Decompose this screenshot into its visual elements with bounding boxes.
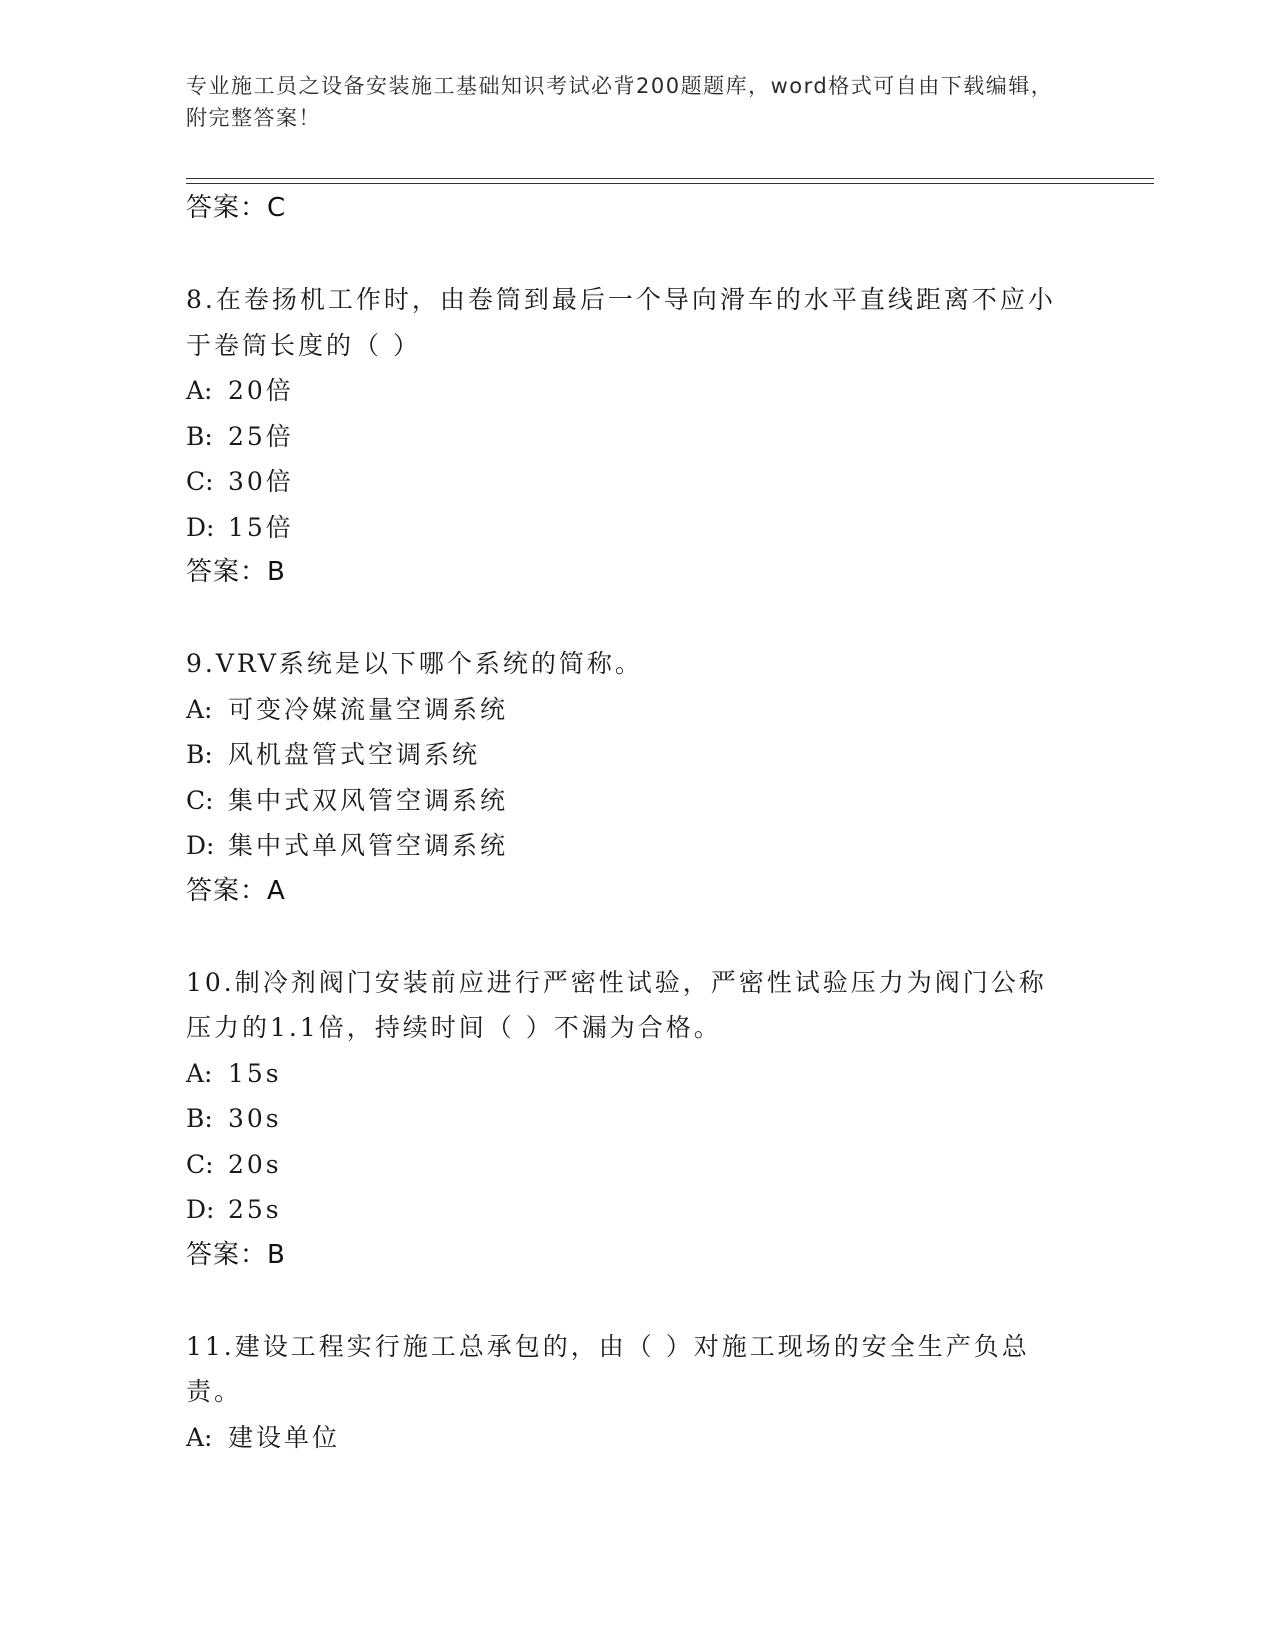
option-b: [186, 1096, 1066, 1142]
option-text: 15倍: [228, 512, 294, 542]
option-label: B:: [186, 1104, 213, 1133]
option-label: C:: [186, 467, 214, 496]
answer-9: 答案：A: [186, 875, 286, 906]
option-label: D:: [186, 512, 215, 542]
option-a: [186, 687, 1066, 733]
option-text: 15s: [228, 1058, 282, 1088]
page-header: 专业施工员之设备安装施工基础知识考试必背200题题库，word格式可自由下载编辑，附完整答案！: [186, 74, 1054, 130]
option-a: [186, 1415, 1066, 1461]
option-d: [186, 823, 1066, 869]
option-text: 25倍: [228, 421, 294, 451]
answer-10: 答案：B: [186, 1239, 286, 1270]
option-label: B:: [186, 740, 213, 769]
option-text: 20倍: [228, 376, 294, 405]
question-stem-9: 9.VRV系统是以下哪个系统的简称。: [186, 649, 643, 678]
option-label: A:: [186, 1422, 213, 1452]
question-list: [186, 186, 1066, 1460]
option-label: A:: [186, 694, 213, 724]
option-label: A:: [186, 1058, 213, 1088]
option-text: 25s: [228, 1195, 282, 1224]
option-a: [186, 1051, 1066, 1097]
option-text: 建设单位: [228, 1422, 341, 1452]
option-text: 30倍: [228, 467, 294, 496]
option-c: [186, 1142, 1066, 1188]
question-stem-8: 8.在卷扬机工作时，由卷筒到最后一个导向滑车的水平直线距离不应小于卷筒长度的（ ）: [186, 285, 1056, 360]
option-label: C:: [186, 1149, 214, 1179]
option-b: [186, 414, 1066, 460]
option-label: D:: [186, 831, 215, 860]
previous-answer: 答案：C: [186, 193, 287, 223]
option-text: 30s: [228, 1104, 282, 1133]
spacer: [186, 1278, 1066, 1324]
option-d: [186, 1187, 1066, 1233]
spacer: [186, 232, 1066, 278]
option-label: B:: [186, 421, 213, 451]
header-rule-bottom: [186, 183, 1154, 184]
option-text: 可变冷媒流量空调系统: [228, 694, 509, 724]
option-c: [186, 459, 1066, 505]
answer-8: 答案：B: [186, 557, 286, 587]
option-c: [186, 778, 1066, 824]
option-label: C:: [186, 785, 214, 815]
question-stem-10: 10.制冷剂阀门安装前应进行严密性试验，严密性试验压力为阀门公称压力的1.1倍，持续时间（ ）不漏为合格。: [186, 967, 1047, 1042]
option-d: [186, 505, 1066, 551]
spacer: [186, 914, 1066, 960]
option-label: D:: [186, 1195, 215, 1224]
option-label: A:: [186, 376, 213, 405]
option-text: 风机盘管式空调系统: [228, 740, 481, 769]
option-a: [186, 368, 1066, 414]
option-text: 集中式单风管空调系统: [228, 831, 509, 860]
header-rule-top: [186, 178, 1154, 179]
spacer: [186, 596, 1066, 642]
option-text: 集中式双风管空调系统: [228, 785, 509, 815]
option-b: [186, 732, 1066, 778]
option-text: 20s: [228, 1149, 282, 1179]
question-stem-11: 11.建设工程实行施工总承包的，由（ ）对施工现场的安全生产负总责。: [186, 1331, 1030, 1406]
